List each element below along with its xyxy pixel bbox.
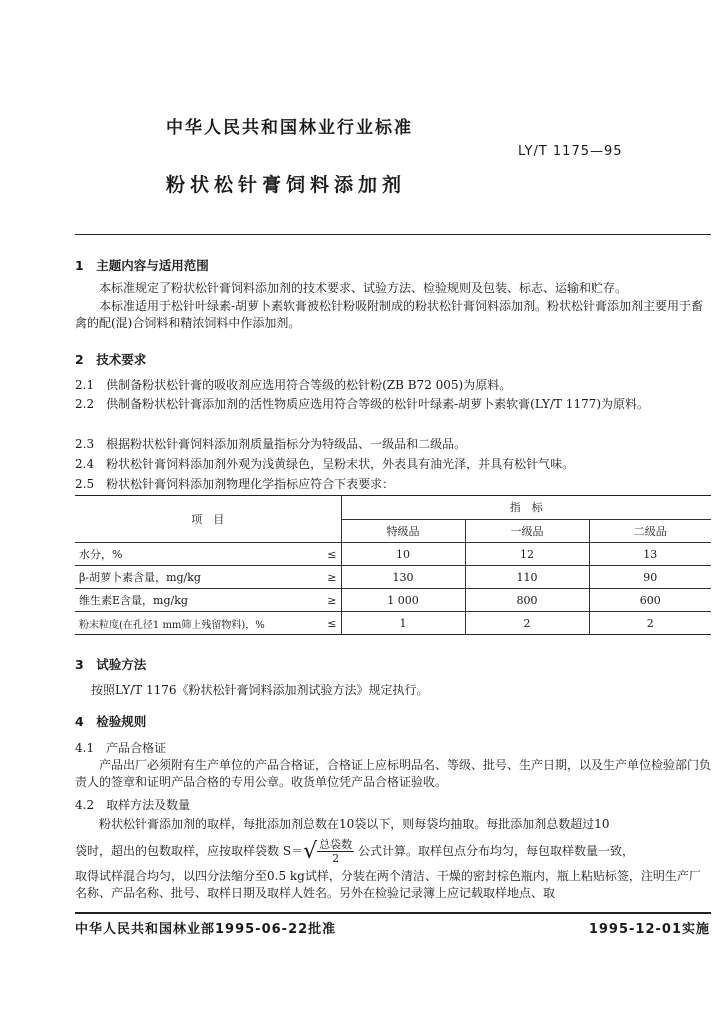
item-2-2: 2.2 供制备粉状松针膏添加剂的活性物质应选用符合等级的松针叶绿素-胡萝卜素软膏(LY/T 1177)为原料。 <box>75 397 650 411</box>
clause-4-1-paragraph: 产品出厂必须附有生产单位的产品合格证，合格证上应标明品名、等级、批号、生产日期，以及生产单位检验部门负责人的签章和证明产品合格的专用公章。收货单位凭产品合格证验收。 <box>75 758 712 789</box>
row-operator: ≥ <box>301 589 341 612</box>
formula-lead-text: 袋时，超出的包数取样，应按取样袋数 <box>75 844 280 858</box>
clause-4-2-paragraph: 取得试样混合均匀，以四分法缩分至0.5 kg试样，分装在两个清洁、干燥的密封棕色瓶内，瓶上粘贴标签，注明生产厂名称、产品名称、批号、取样日期及取样人姓名。另外在检验记录簿上应记载取样地点、取 <box>75 869 701 900</box>
standard-code: LY/T 1175—95 <box>518 144 623 159</box>
item-2-4: 2.4 粉状松针膏饲料添加剂外观为浅黄绿色，呈粉末状，外表具有油光泽，并具有松针气味。 <box>75 457 575 471</box>
section-3-heading: 3 试验方法 <box>75 657 147 672</box>
index-column-header: 指 标 <box>341 496 711 520</box>
footer-divider <box>75 912 711 914</box>
row-value: 10 <box>341 543 465 566</box>
formula-lhs: S＝ <box>282 844 304 858</box>
square-root-icon: √ <box>303 839 318 864</box>
row-value: 2 <box>465 612 589 635</box>
row-operator: ≤ <box>301 543 341 566</box>
row-value: 600 <box>589 589 711 612</box>
formula-trail-text: 公式计算。取样包点分布均匀，每包取样数量一致， <box>357 844 634 858</box>
row-value: 1 <box>341 612 465 635</box>
item-2-3: 2.3 根据粉状松针膏饲料添加剂质量指标分为特级品、一级品和二级品。 <box>75 437 467 451</box>
row-item-name: 水分，% <box>75 543 301 566</box>
quality-index-table <box>75 495 711 635</box>
clause-4-2-line-1: 粉状松针膏添加剂的取样，每批添加剂总数在10袋以下，则每袋均抽取。每批添加剂总数超过10 <box>99 817 610 831</box>
clause-4-1-heading: 4.1 产品合格证 <box>75 741 167 755</box>
row-value: 12 <box>465 543 589 566</box>
item-column-header: 项 目 <box>75 496 341 543</box>
row-item-name: 维生素E含量，mg/kg <box>75 589 301 612</box>
document-title: 粉状松针膏饲料添加剂 <box>166 174 407 196</box>
grade-header: 特级品 <box>341 519 465 543</box>
clause-4-2-formula-line <box>75 838 634 865</box>
grade-header: 二级品 <box>589 519 711 543</box>
section-3-paragraph: 按照LY/T 1176《粉状松针膏饲料添加剂试验方法》规定执行。 <box>91 683 429 697</box>
row-value: 110 <box>465 566 589 589</box>
row-item-name: 粉末粒度(在孔径1 mm筛上残留物料)，% <box>75 612 301 635</box>
issuing-organization: 中华人民共和国林业行业标准 <box>166 118 413 138</box>
section-1-paragraph-1: 本标准规定了粉状松针膏饲料添加剂的技术要求、试验方法、检验规则及包装、标志、运输和贮存。 <box>99 281 628 295</box>
grade-header: 一级品 <box>465 519 589 543</box>
effective-date: 1995-12-01实施 <box>588 922 710 937</box>
sample-count-fraction <box>317 838 354 865</box>
table-row <box>75 566 711 589</box>
row-value: 90 <box>589 566 711 589</box>
row-value: 800 <box>465 589 589 612</box>
header-divider <box>75 234 711 235</box>
row-value: 13 <box>589 543 711 566</box>
section-2-heading: 2 技术要求 <box>75 352 147 367</box>
item-2-1: 2.1 供制备粉状松针膏的吸收剂应选用符合等级的松针粉(ZB B72 005)为原料。 <box>75 378 512 392</box>
table-row <box>75 589 711 612</box>
section-1-paragraph-2: 本标准适用于松针叶绿素-胡萝卜素软膏被松针粉吸附制成的粉状松针膏饲料添加剂。粉状松针膏添加剂主要用于畜禽的配(混)合饲料和精浓饲料中作添加剂。 <box>75 299 704 330</box>
table-row <box>75 543 711 566</box>
clause-4-2-heading: 4.2 取样方法及数量 <box>75 798 191 812</box>
section-4-heading: 4 检验规则 <box>75 714 147 729</box>
formula-denominator: 2 <box>332 852 340 865</box>
row-operator: ≥ <box>301 566 341 589</box>
row-item-name: β-胡萝卜素含量，mg/kg <box>75 566 301 589</box>
approval-note: 中华人民共和国林业部1995-06-22批准 <box>75 922 337 937</box>
table-row <box>75 612 711 635</box>
row-value: 2 <box>589 612 711 635</box>
row-operator: ≤ <box>301 612 341 635</box>
row-value: 1 000 <box>341 589 465 612</box>
row-value: 130 <box>341 566 465 589</box>
item-2-5: 2.5 粉状松针膏饲料添加剂物理化学指标应符合下表要求： <box>75 477 395 491</box>
section-1-heading: 1 主题内容与适用范围 <box>75 258 209 273</box>
formula-numerator: 总袋数 <box>319 838 353 851</box>
table-header-row <box>75 496 711 520</box>
